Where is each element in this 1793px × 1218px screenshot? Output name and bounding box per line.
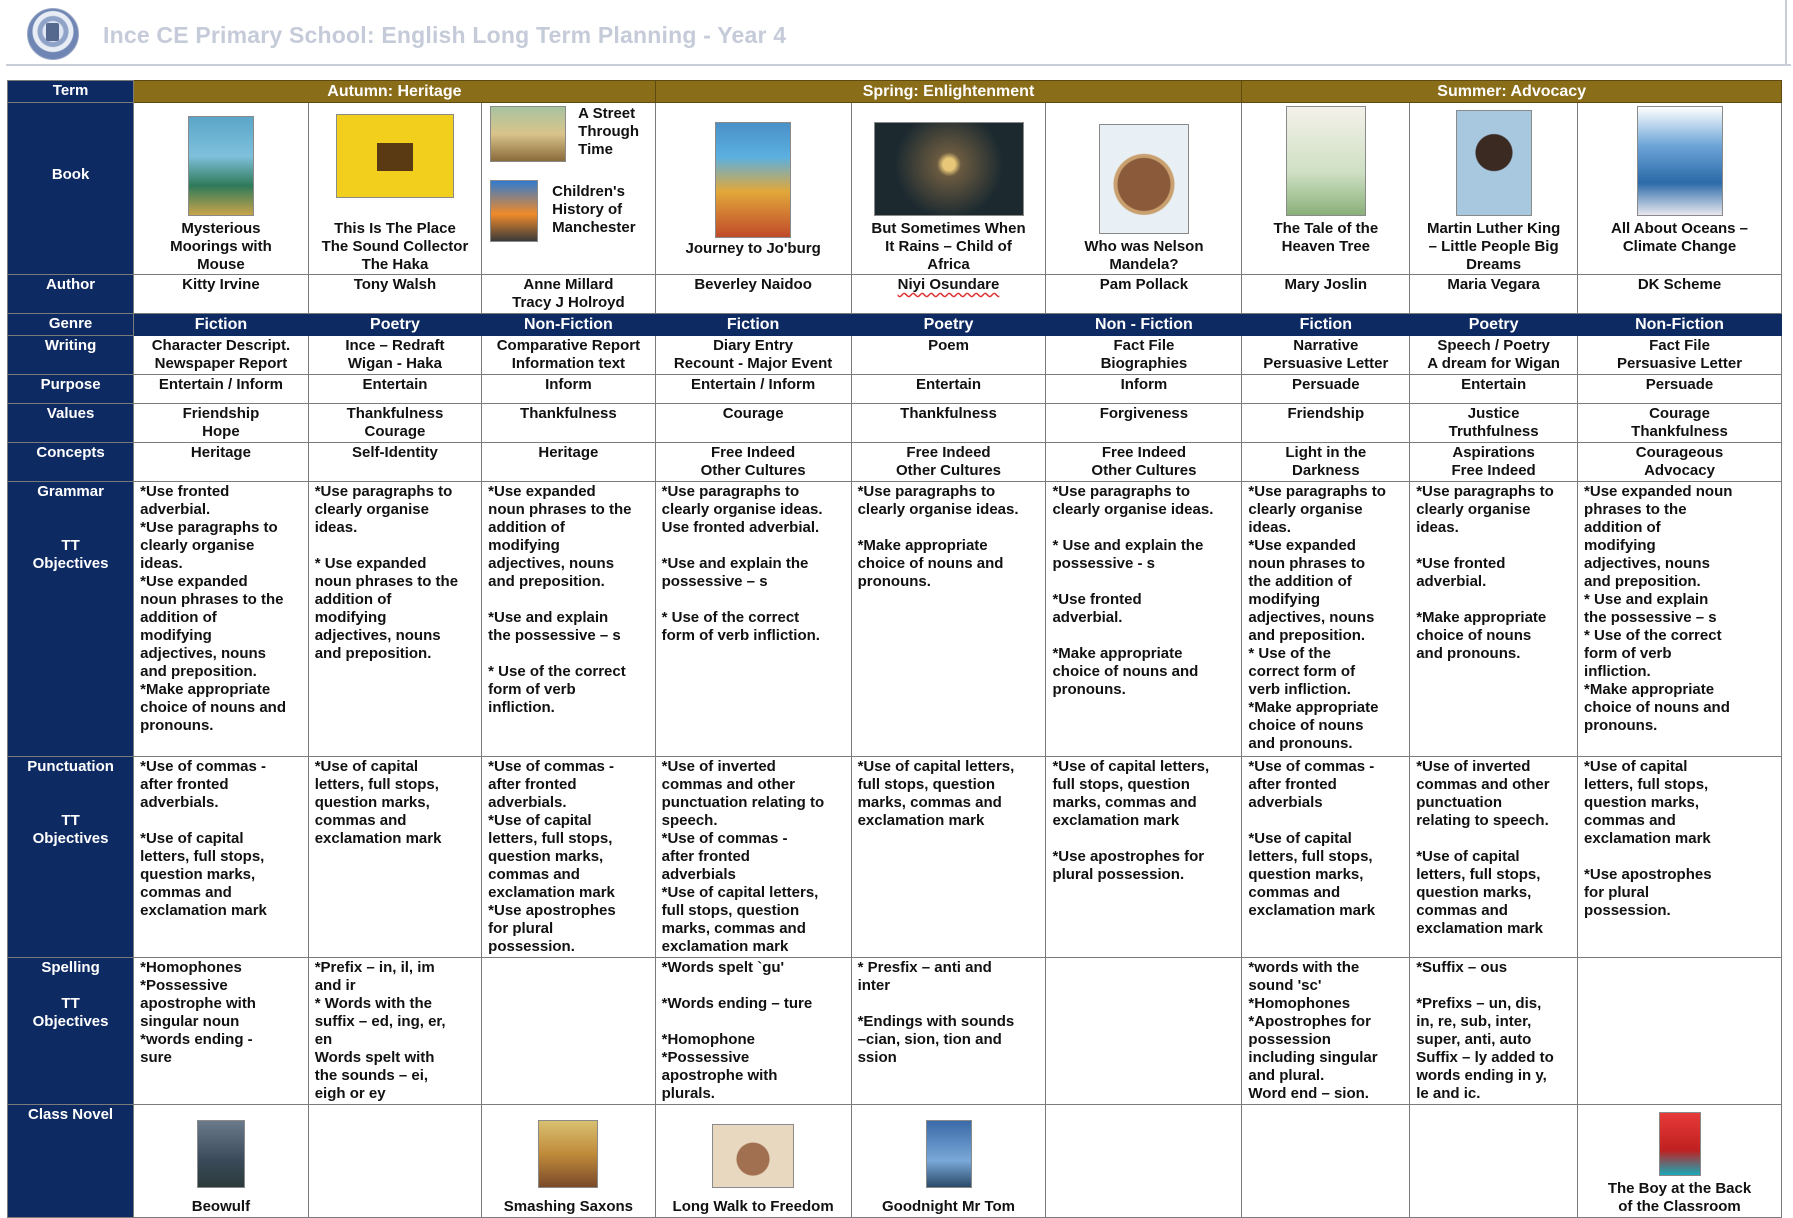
genre-cell: Non - Fiction <box>1046 314 1242 336</box>
novel-cell-empty <box>1242 1105 1410 1218</box>
row-header-genre: Genre <box>8 314 134 336</box>
punctuation-cell: *Use of capital letters, full stops, question marks, commas and exclamation mark *Use apostrophes for plural possession. <box>1046 757 1242 958</box>
purpose-cell: Persuade <box>1578 375 1782 404</box>
school-logo-icon <box>27 8 79 60</box>
book-cell-3 <box>482 103 655 275</box>
concepts-cell: Free Indeed Other Cultures <box>655 443 851 482</box>
book-cover-image <box>490 180 538 242</box>
spelling-cell <box>1578 958 1782 1105</box>
author-name: Maria Vegara <box>1447 276 1540 293</box>
values-cell: Courage Thankfulness <box>1578 404 1782 443</box>
grammar-cell: *Use paragraphs to clearly organise ideas. *Make appropriate choice of nouns and pronouns. <box>851 482 1046 757</box>
values-cell: Justice Truthfulness <box>1410 404 1578 443</box>
row-header-class-novel: Class Novel <box>8 1105 134 1218</box>
novel-cell-empty <box>1410 1105 1578 1218</box>
punctuation-cell: *Use of commas - after fronted adverbials *Use of capital letters, full stops, question marks, commas and exclamation mark <box>1242 757 1410 958</box>
book-title-secondary: Children's History of Manchester <box>552 183 636 236</box>
concepts-cell: Heritage <box>134 443 309 482</box>
punctuation-row <box>8 757 1782 958</box>
purpose-cell: Entertain <box>1410 375 1578 404</box>
values-cell: Thankfulness <box>482 404 655 443</box>
row-header-purpose: Purpose <box>8 375 134 404</box>
novel-cell <box>134 1105 309 1218</box>
spelling-cell <box>482 958 655 1105</box>
genre-cell: Poetry <box>851 314 1046 336</box>
grammar-cell: *Use expanded noun phrases to the addition of modifying adjectives, nouns and preposition. *Use and explain the possessive – s * Use of the correct form of verb infliction. <box>482 482 655 757</box>
novel-cell <box>1578 1105 1782 1218</box>
author-cell: Kitty Irvine <box>134 275 309 314</box>
grammar-cell: *Use paragraphs to clearly organise ideas. *Use expanded noun phrases to the addition of modifying adjectives, nouns and preposition. * Use of the correct form of verb infliction. *Make appropriate choice of nouns and pronouns. <box>1242 482 1410 757</box>
spelling-cell: *Words spelt `gu' *Words ending – ture *Homophone *Possessive apostrophe with plurals. <box>655 958 851 1105</box>
spelling-row <box>8 958 1782 1105</box>
values-cell: Thankfulness Courage <box>308 404 481 443</box>
book-title: The Tale of the Heaven Tree <box>1273 220 1379 255</box>
row-header-author: Author <box>8 275 134 314</box>
book-title: Mysterious Moorings with Mouse <box>170 220 272 273</box>
purpose-cell: Entertain <box>308 375 481 404</box>
punctuation-cell: *Use of commas - after fronted adverbials. *Use of capital letters, full stops, question marks, commas and exclamation mark *Use apostrophes for plural possession. <box>482 757 655 958</box>
purpose-cell: Inform <box>1046 375 1242 404</box>
values-cell: Friendship <box>1242 404 1410 443</box>
novel-cell-empty <box>1046 1105 1242 1218</box>
term-autumn: Autumn: Heritage <box>134 81 655 103</box>
term-row <box>8 81 1782 103</box>
purpose-cell: Entertain <box>851 375 1046 404</box>
writing-cell: Diary Entry Recount - Major Event <box>655 336 851 375</box>
writing-cell: Ince – Redraft Wigan - Haka <box>308 336 481 375</box>
row-header-book: Book <box>8 103 134 275</box>
purpose-cell: Entertain / Inform <box>134 375 309 404</box>
book-row <box>8 103 1782 275</box>
book-cover-image <box>1637 106 1723 216</box>
punctuation-cell: *Use of inverted commas and other punctuation relating to speech. *Use of capital letters, full stops, question marks, commas and exclamation mark <box>1410 757 1578 958</box>
grammar-cell: *Use paragraphs to clearly organise ideas. * Use expanded noun phrases to the addition of modifying adjectives, nouns and preposition. <box>308 482 481 757</box>
author-cell: DK Scheme <box>1578 275 1782 314</box>
novel-title: Smashing Saxons <box>503 1198 633 1215</box>
book-cell-8 <box>1410 103 1578 275</box>
grammar-cell: *Use fronted adverbial. *Use paragraphs to clearly organise ideas. *Use expanded noun phrases to the addition of modifying adjectives, nouns and preposition. *Make appropriate choice of nouns and pronouns. <box>134 482 309 757</box>
concepts-cell: Heritage <box>482 443 655 482</box>
book-title: Martin Luther King – Little People Big Dreams <box>1426 220 1561 273</box>
author-cell: Beverley Naidoo <box>655 275 851 314</box>
concepts-cell: Light in the Darkness <box>1242 443 1410 482</box>
genre-cell: Non-Fiction <box>1578 314 1782 336</box>
book-cover-image <box>490 106 566 162</box>
term-spring: Spring: Enlightenment <box>655 81 1242 103</box>
book-cover-image <box>715 122 791 238</box>
novel-cover-image <box>712 1124 794 1188</box>
book-cover-image <box>874 122 1024 216</box>
writing-cell: Speech / Poetry A dream for Wigan <box>1410 336 1578 375</box>
author-cell <box>1410 275 1578 314</box>
book-title: A Street Through Time <box>578 105 639 158</box>
values-cell: Courage <box>655 404 851 443</box>
author-row <box>8 275 1782 314</box>
author-name: Niyi Osundare <box>897 276 1000 293</box>
author-cell <box>851 275 1046 314</box>
writing-cell: Fact File Persuasive Letter <box>1578 336 1782 375</box>
novel-cell <box>655 1105 851 1218</box>
novel-title: Long Walk to Freedom <box>672 1198 834 1215</box>
novel-cell <box>851 1105 1046 1218</box>
purpose-cell: Inform <box>482 375 655 404</box>
book-cover-image <box>1099 124 1189 234</box>
novel-cover-image <box>926 1120 972 1188</box>
writing-cell: Narrative Persuasive Letter <box>1242 336 1410 375</box>
punctuation-cell: *Use of inverted commas and other punctuation relating to speech. *Use of commas - after fronted adverbials *Use of capital letters, full stops, question marks, commas and exclamation mark <box>655 757 851 958</box>
punctuation-cell: *Use of capital letters, full stops, question marks, commas and exclamation mark <box>851 757 1046 958</box>
book-cell-1 <box>134 103 309 275</box>
novel-cell <box>482 1105 655 1218</box>
row-header-punctuation: Punctuation TT Objectives <box>8 757 134 958</box>
book-cover-image <box>1456 110 1532 216</box>
book-cell-9 <box>1578 103 1782 275</box>
row-header-spelling: Spelling TT Objectives <box>8 958 134 1105</box>
book-cell-2 <box>308 103 481 275</box>
book-cell-7 <box>1242 103 1410 275</box>
novel-cell-empty <box>308 1105 481 1218</box>
row-header-writing: Writing <box>8 336 134 375</box>
grammar-cell: *Use paragraphs to clearly organise ideas. Use fronted adverbial. *Use and explain the possessive – s * Use of the correct form of verb infliction. <box>655 482 851 757</box>
genre-cell: Fiction <box>1242 314 1410 336</box>
novel-title: The Boy at the Back of the Classroom <box>1607 1180 1752 1215</box>
writing-row <box>8 336 1782 375</box>
values-cell: Forgiveness <box>1046 404 1242 443</box>
spelling-cell: *Homophones *Possessive apostrophe with singular noun *words ending - sure <box>134 958 309 1105</box>
novel-title: Goodnight Mr Tom <box>882 1198 1016 1215</box>
punctuation-cell: *Use of capital letters, full stops, question marks, commas and exclamation mark <box>308 757 481 958</box>
genre-cell: Fiction <box>655 314 851 336</box>
header-divider <box>6 64 1791 66</box>
novel-title: Beowulf <box>191 1198 251 1215</box>
grammar-cell: *Use paragraphs to clearly organise ideas. * Use and explain the possessive - s *Use fronted adverbial. *Make appropriate choice of nouns and pronouns. <box>1046 482 1242 757</box>
novel-cover-image <box>538 1120 598 1188</box>
novel-cover-image <box>1659 1112 1701 1176</box>
author-cell: Mary Joslin <box>1242 275 1410 314</box>
values-cell: Thankfulness <box>851 404 1046 443</box>
spelling-cell: * Presfix – anti and inter *Endings with sounds –cian, sion, tion and ssion <box>851 958 1046 1105</box>
planning-table <box>7 80 1782 1218</box>
grammar-row <box>8 482 1782 757</box>
concepts-cell: Free Indeed Other Cultures <box>1046 443 1242 482</box>
book-cell-5 <box>851 103 1046 275</box>
spelling-cell <box>1046 958 1242 1105</box>
concepts-cell: Courageous Advocacy <box>1578 443 1782 482</box>
author-cell: Tony Walsh <box>308 275 481 314</box>
book-cover-image <box>1286 106 1366 216</box>
book-cell-6 <box>1046 103 1242 275</box>
book-cell-4 <box>655 103 851 275</box>
book-cover-image <box>336 114 454 198</box>
punctuation-cell: *Use of capital letters, full stops, question marks, commas and exclamation mark *Use apostrophes for plural possession. <box>1578 757 1782 958</box>
spelling-cell: *words with the sound 'sc' *Homophones *Apostrophes for possession including singular and plural. Word end – sion. <box>1242 958 1410 1105</box>
page-header <box>0 0 1793 70</box>
values-cell: Friendship Hope <box>134 404 309 443</box>
book-title: But Sometimes When It Rains – Child of Africa <box>871 220 1026 273</box>
concepts-cell: Self-Identity <box>308 443 481 482</box>
term-summer: Summer: Advocacy <box>1242 81 1782 103</box>
row-header-values: Values <box>8 404 134 443</box>
novel-cover-image <box>197 1120 245 1188</box>
genre-cell: Poetry <box>308 314 481 336</box>
writing-cell: Poem <box>851 336 1046 375</box>
writing-cell: Fact File Biographies <box>1046 336 1242 375</box>
row-header-concepts: Concepts <box>8 443 134 482</box>
writing-cell: Character Descript. Newspaper Report <box>134 336 309 375</box>
row-header-grammar: Grammar TT Objectives <box>8 482 134 757</box>
row-header-term: Term <box>8 81 134 103</box>
grammar-cell: *Use paragraphs to clearly organise ideas. *Use fronted adverbial. *Make appropriate choice of nouns and pronouns. <box>1410 482 1578 757</box>
purpose-cell: Entertain / Inform <box>655 375 851 404</box>
author-cell: Anne Millard Tracy J Holroyd <box>482 275 655 314</box>
spelling-cell: *Prefix – in, il, im and ir * Words with the suffix – ed, ing, er, en Words spelt with the sounds – ei, eigh or ey <box>308 958 481 1105</box>
concepts-row <box>8 443 1782 482</box>
class-novel-row <box>8 1105 1782 1218</box>
writing-cell: Comparative Report Information text <box>482 336 655 375</box>
purpose-cell: Persuade <box>1242 375 1410 404</box>
page-title: Ince CE Primary School: English Long Term Planning - Year 4 <box>103 22 787 48</box>
genre-cell: Poetry <box>1410 314 1578 336</box>
grammar-cell: *Use expanded noun phrases to the addition of modifying adjectives, nouns and preposition. * Use and explain the possessive – s * Use of the correct form of verb infliction. *Make appropriate choice of nouns and pronouns. <box>1578 482 1782 757</box>
book-cover-image <box>188 116 254 216</box>
genre-cell: Fiction <box>134 314 309 336</box>
book-title: Journey to Jo'burg <box>685 240 821 257</box>
genre-row <box>8 314 1782 336</box>
values-row <box>8 404 1782 443</box>
purpose-row <box>8 375 1782 404</box>
header-divider-right <box>1785 0 1787 66</box>
book-title: Who was Nelson Mandela? <box>1084 238 1204 273</box>
concepts-cell: Free Indeed Other Cultures <box>851 443 1046 482</box>
genre-cell: Non-Fiction <box>482 314 655 336</box>
punctuation-cell: *Use of commas - after fronted adverbials. *Use of capital letters, full stops, question marks, commas and exclamation mark <box>134 757 309 958</box>
book-title: This Is The Place The Sound Collector The Haka <box>321 220 469 273</box>
spelling-cell: *Suffix – ous *Prefixs – un, dis, in, re, sub, inter, super, anti, auto Suffix – ly added to words ending in y, le and ic. <box>1410 958 1578 1105</box>
book-title: All About Oceans – Climate Change <box>1611 220 1748 255</box>
author-cell: Pam Pollack <box>1046 275 1242 314</box>
concepts-cell: Aspirations Free Indeed <box>1410 443 1578 482</box>
